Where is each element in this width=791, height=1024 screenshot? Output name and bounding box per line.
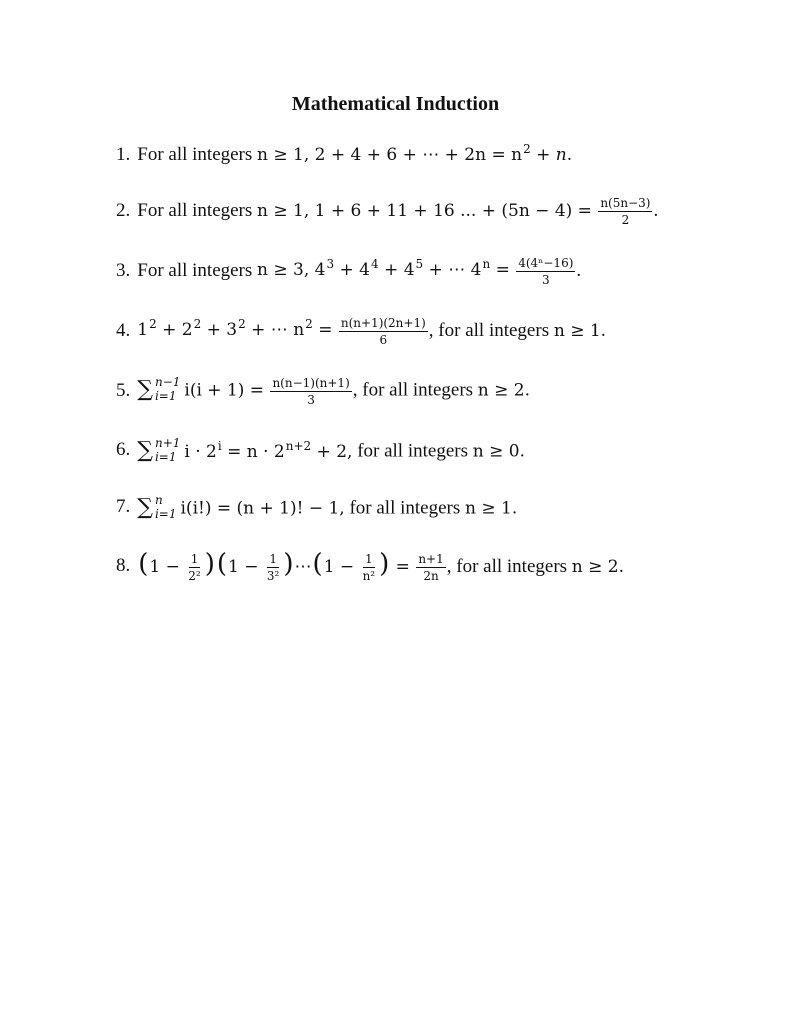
problem-5 xyxy=(116,374,530,408)
problem-8 xyxy=(116,549,624,583)
problem-statement: ∑ n i=1 i(i!) = (n + 1)! − 1, for all integers n ≥ 1. xyxy=(137,493,518,521)
problem-number: 5. xyxy=(116,380,131,401)
problem-number: 7. xyxy=(116,496,131,517)
page-title: Mathematical Induction xyxy=(291,93,500,115)
problem-statement: ∑ n−1 i=1 i(i + 1) = $\frac{n(n-1)(n+1)}{3}$ , for all integers n ≥ 2. xyxy=(137,375,531,407)
problem-statement: (1 − $\frac{1}{\text{2²}}$ )(1 − $\frac{1}{\text{3²}}$ )⋯(1 − $\frac{1}{\text{n²}}$ ) = $\frac{n+1}{2n}$ , for all integers n ≥ 2. xyxy=(138,548,625,584)
problem-statement: For all integers n ≥ 1, 2 + 4 + 6 + ⋯ + $2n = n^2 + n$. xyxy=(137,142,573,165)
problem-number: 2. xyxy=(116,200,131,221)
problem-4 xyxy=(116,314,606,348)
problem-statement: For all integers n ≥ 3, $4^3 + 4^4 + 4^5$ + ⋯ $4^n$ = $\frac{\text{4(4ⁿ−16)}}{3}$ . xyxy=(137,255,582,287)
problem-statement: ∑ n+1 i=1 $i \cdot 2^i = n \cdot 2^{n+2} + 2$, for all integers n ≥ 0. xyxy=(137,436,525,464)
problem-statement: For all integers n ≥ 1, 1 + 6 + 11 + 16 ... + (5n − 4) = $\frac{n(5n-3)}{2}$ . xyxy=(137,195,659,227)
problem-2 xyxy=(116,194,658,228)
problem-number: 3. xyxy=(116,260,131,281)
problem-3 xyxy=(116,254,581,288)
problem-1 xyxy=(116,138,572,172)
problem-number: 4. xyxy=(116,320,131,341)
problem-7 xyxy=(116,490,517,524)
problem-number: 8. xyxy=(116,555,131,576)
problem-number: 6. xyxy=(116,439,131,460)
problem-number: 1. xyxy=(116,144,131,165)
problem-6 xyxy=(116,433,525,467)
problem-statement: $1^2 + 2^2 + 3^2$ + ⋯ $n^2$ = $\frac{n(n+1)(2n+1)}{6}$ , for all integers n ≥ 1. xyxy=(137,315,607,347)
